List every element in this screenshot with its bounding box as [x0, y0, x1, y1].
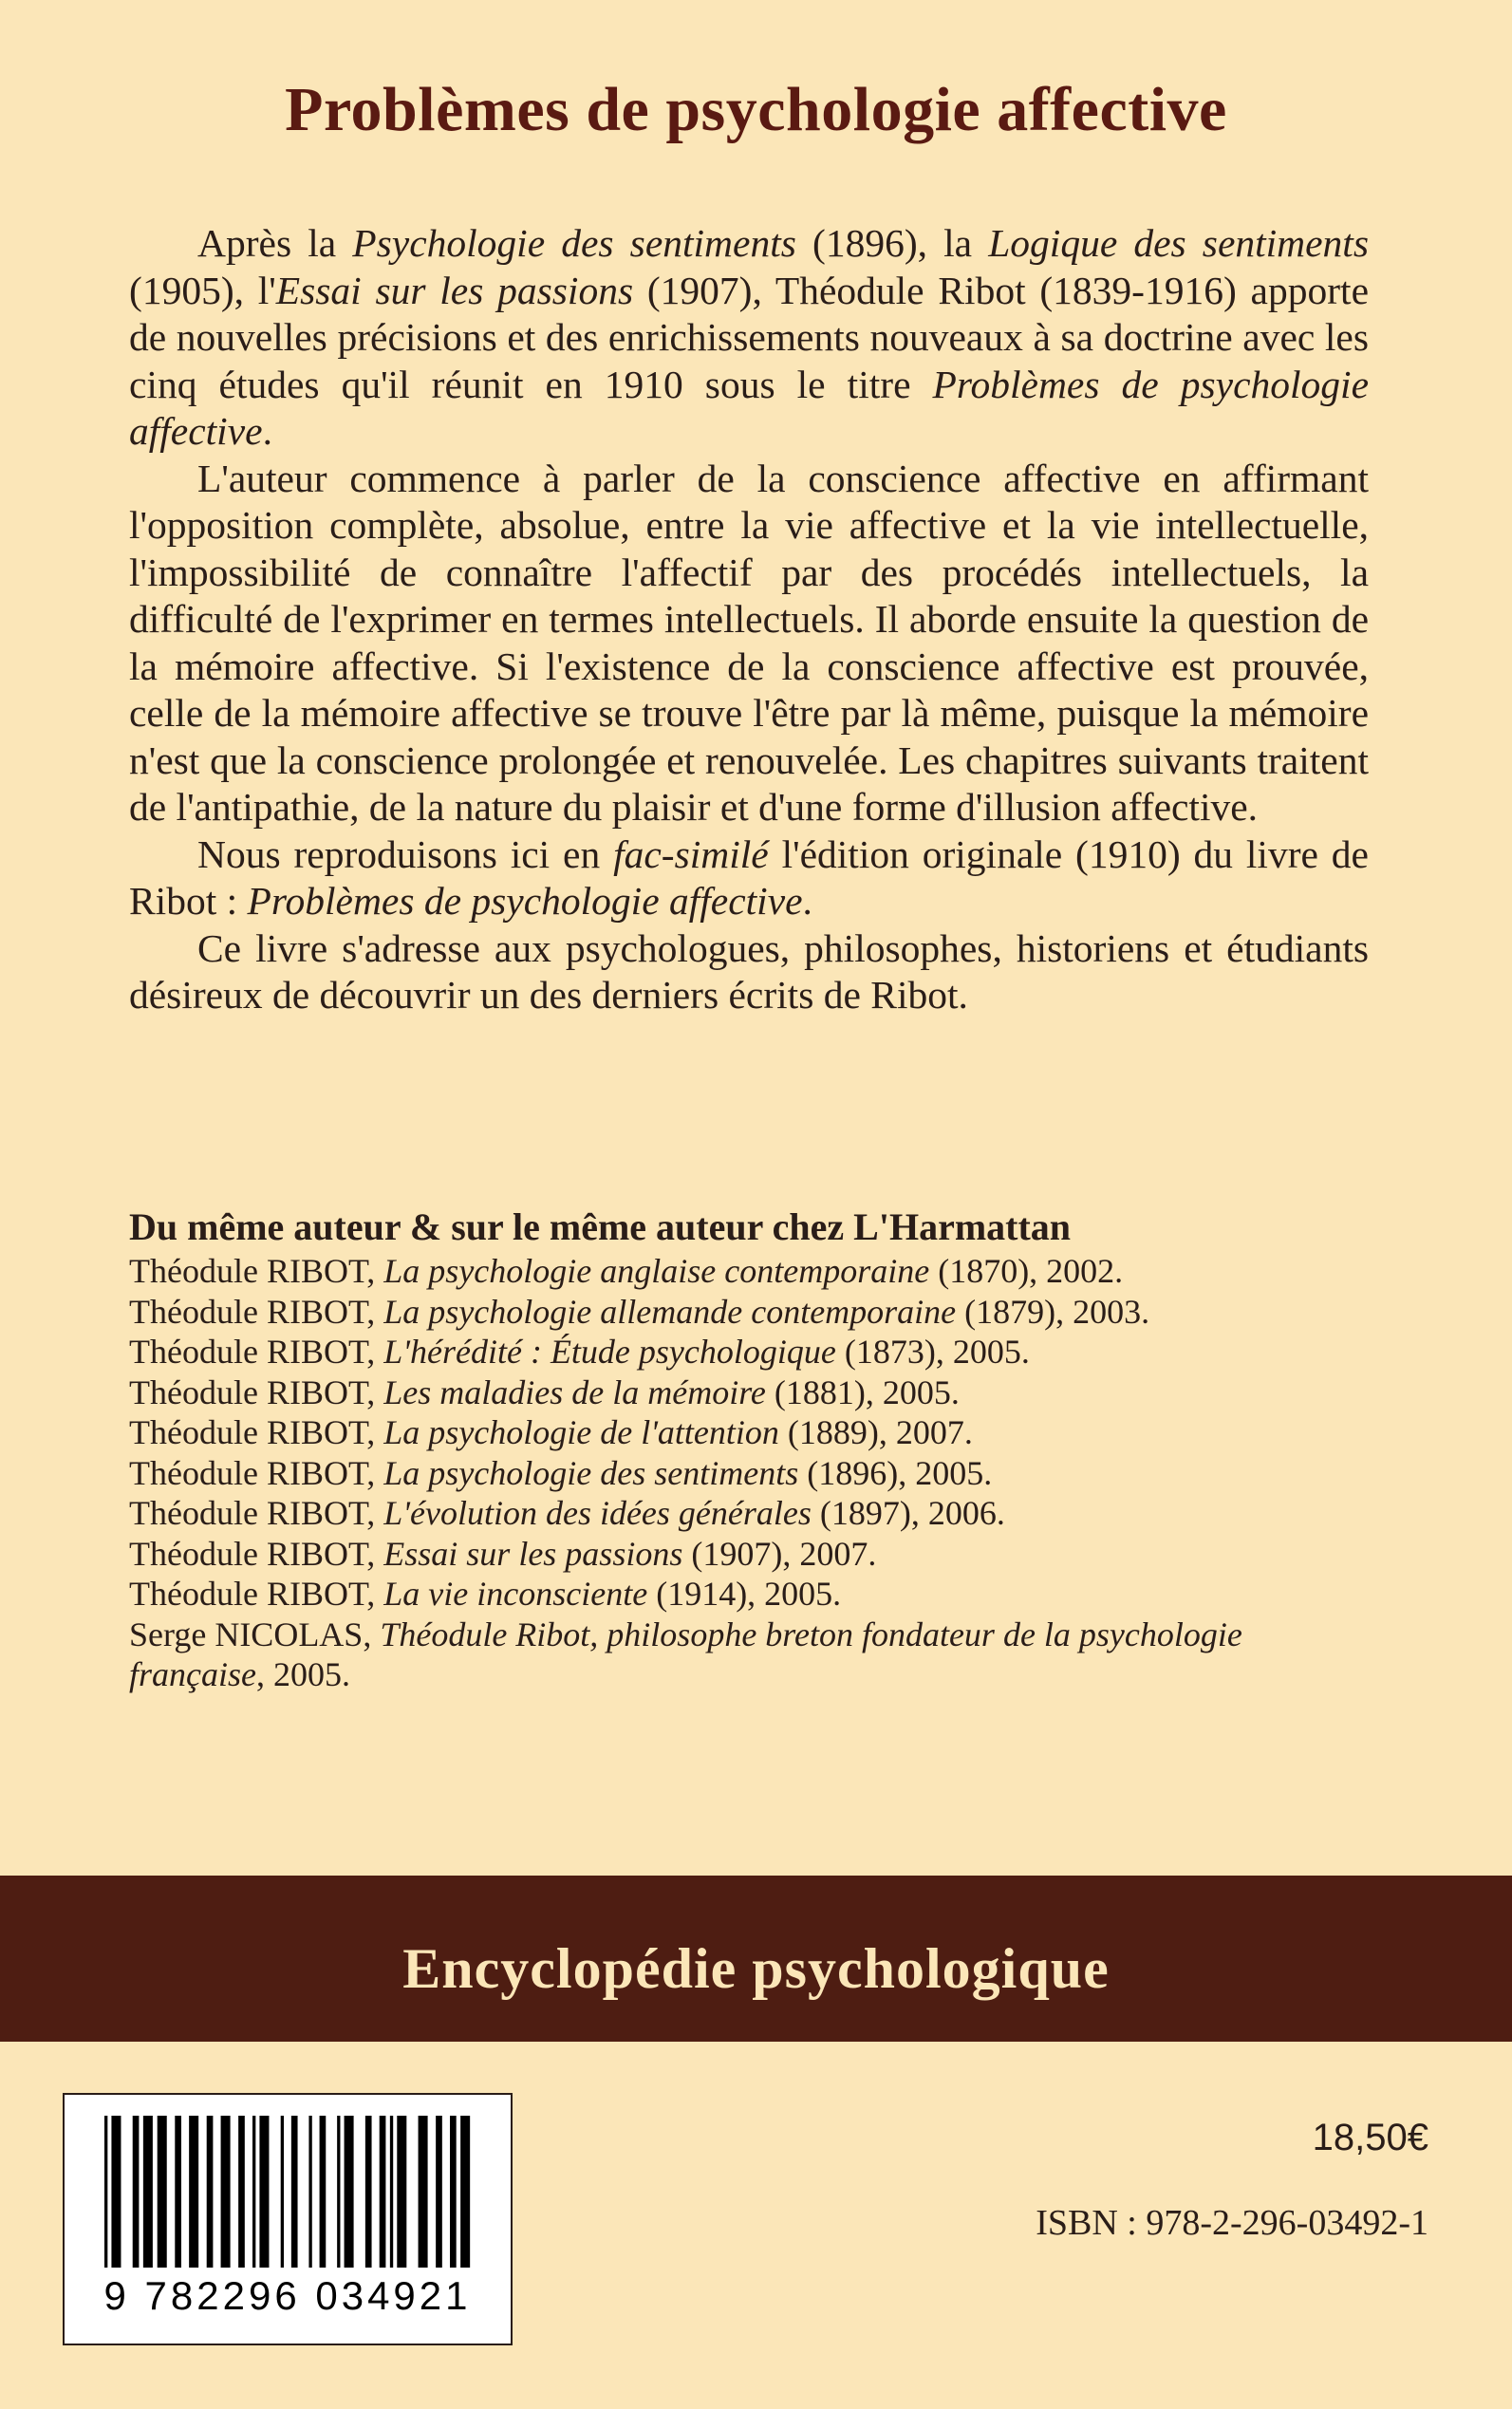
- book-title: Problèmes de psychologie affective: [285, 75, 1227, 144]
- italic-term: fac-similé: [613, 831, 769, 876]
- bibliography-date: (1873), 2005.: [835, 1333, 1030, 1371]
- bibliography-item: [129, 1534, 1382, 1575]
- book-title-ref: Problèmes de psychologie affective: [247, 879, 803, 923]
- book-title-ref: Essai sur les passions: [275, 268, 634, 312]
- summary-paragraph-4: Ce livre s'adresse aux psychologues, philosophes, historiens et étudiants désireux de découvrir un des derniers écrits de Ribot.: [129, 925, 1369, 1017]
- bibliography-title: La psychologie de l'attention: [383, 1413, 779, 1451]
- bibliography-title: La psychologie anglaise contemporaine: [383, 1252, 930, 1290]
- barcode-bar: [450, 2116, 457, 2268]
- bibliography-author: Théodule RIBOT,: [129, 1575, 384, 1613]
- bibliography-item: [129, 1412, 1382, 1453]
- barcode-bar: [281, 2116, 284, 2268]
- text-run: (1907), Théodule Ribot (1839-1916) apporte de nouvelles précisions et des enrichissements nouveaux à sa doctrine avec les cinq études qu'il réunit en 1910 sous le titre: [129, 268, 1369, 406]
- book-title-ref: Logique des sentiments: [988, 221, 1369, 265]
- bibliography-author: Théodule RIBOT,: [129, 1413, 384, 1451]
- bibliography-date: (1907), 2007.: [682, 1534, 877, 1573]
- bibliography-title: Théodule Ribot, philosophe breton fondateur de la psychologie française: [129, 1615, 1242, 1693]
- bibliography-date: (1879), 2003.: [956, 1292, 1150, 1331]
- text-run: (1905), l': [129, 268, 276, 312]
- barcode: [63, 2093, 513, 2345]
- bibliography-item: [129, 1292, 1382, 1333]
- barcode-bar: [291, 2116, 298, 2268]
- barcode-bar: [143, 2116, 153, 2268]
- book-title-ref: Psychologie des sentiments: [352, 221, 796, 265]
- summary-paragraph-2: L'auteur commence à parler de la conscience affective en affirmant l'opposition complète, absolue, entre la vie affective et la vie intellectuelle, l'impossibilité de connaître l'affectif par des procédés intellectuels, la difficulté de l'exprimer en termes intellectuels. Il aborde ensuite la question de la mémoire affective. Si l'existence de la conscience affective est prouvée, celle de la mémoire affective se trouve l'être par là même, puisque la mémoire n'est que la conscience prolongée et renouvelée. Les chapitres suivants traitent de l'antipathie, de la nature du plaisir et d'une forme d'illusion affective.: [129, 456, 1369, 829]
- barcode-bar: [238, 2116, 245, 2268]
- back-cover-summary: [129, 220, 1369, 1019]
- barcode-bar: [390, 2116, 393, 2268]
- barcode-bar: [320, 2116, 327, 2268]
- bibliography-author: Théodule RIBOT,: [129, 1333, 384, 1371]
- bibliography-list: [129, 1251, 1382, 1695]
- bibliography-date: , 2005.: [255, 1655, 350, 1693]
- barcode-bar: [460, 2116, 470, 2268]
- bibliography-date: (1896), 2005.: [798, 1453, 993, 1492]
- summary-paragraph-1: [129, 220, 1369, 456]
- barcode-bar: [189, 2116, 198, 2268]
- bibliography-item: [129, 1373, 1382, 1413]
- bibliography-title: Les maladies de la mémoire: [383, 1373, 766, 1411]
- summary-paragraph-3: [129, 831, 1369, 925]
- bibliography-date: (1881), 2005.: [765, 1373, 960, 1411]
- barcode-bar: [337, 2116, 340, 2268]
- bibliography-author: Théodule RIBOT,: [129, 1373, 384, 1411]
- bibliography-author: Théodule RIBOT,: [129, 1252, 384, 1290]
- barcode-bar: [380, 2116, 386, 2268]
- barcode-bar: [111, 2116, 121, 2268]
- text-run: .: [262, 409, 272, 453]
- bibliography: [129, 1205, 1382, 1695]
- bibliography-title: L'évolution des idées générales: [383, 1494, 812, 1532]
- bibliography-author: Théodule RIBOT,: [129, 1534, 384, 1573]
- bibliography-title: Essai sur les passions: [383, 1534, 683, 1573]
- bibliography-date: (1897), 2006.: [811, 1494, 1005, 1532]
- bibliography-title: La vie inconsciente: [383, 1575, 648, 1613]
- barcode-bar: [158, 2116, 167, 2268]
- bibliography-author: Théodule RIBOT,: [129, 1292, 384, 1331]
- bibliography-title: La psychologie des sentiments: [383, 1453, 799, 1492]
- bibliography-item: [129, 1493, 1382, 1534]
- barcode-bar: [207, 2116, 214, 2268]
- barcode-bar: [308, 2116, 311, 2268]
- bibliography-author: Théodule RIBOT,: [129, 1494, 384, 1532]
- bibliography-author: Serge NICOLAS,: [129, 1615, 381, 1653]
- bibliography-title: La psychologie allemande contemporaine: [383, 1292, 957, 1331]
- bibliography-date: (1870), 2002.: [929, 1252, 1124, 1290]
- text-run: .: [802, 879, 812, 923]
- barcode-bar: [252, 2116, 255, 2268]
- barcode-bar: [436, 2116, 442, 2268]
- bibliography-author: Théodule RIBOT,: [129, 1453, 384, 1492]
- bibliography-date: (1889), 2007.: [778, 1413, 973, 1451]
- book-title-ref: Problèmes de psychologie affective: [129, 362, 1369, 453]
- text-run: Après la: [197, 221, 353, 265]
- barcode-digits: 9 782296 034921: [103, 2273, 472, 2318]
- bibliography-item: [129, 1574, 1382, 1615]
- isbn: ISBN : 978-2-296-03492-1: [1036, 2203, 1428, 2243]
- barcode-bar: [397, 2116, 406, 2268]
- barcode-bar: [365, 2116, 372, 2268]
- bibliography-item: [129, 1615, 1382, 1695]
- barcode-bar: [104, 2116, 107, 2268]
- price: 18,50€: [1312, 2117, 1428, 2158]
- barcode-bar: [133, 2116, 140, 2268]
- bibliography-item: [129, 1251, 1382, 1292]
- barcode-bar: [419, 2116, 428, 2268]
- bibliography-item: [129, 1332, 1382, 1373]
- barcode-bar: [259, 2116, 269, 2268]
- bibliography-item: [129, 1453, 1382, 1494]
- barcode-bar: [221, 2116, 231, 2268]
- bibliography-date: (1914), 2005.: [647, 1575, 842, 1613]
- barcode-bar: [345, 2116, 354, 2268]
- text-run: Nous reproduisons ici en: [197, 831, 614, 876]
- text-run: l'édition originale (1910) du livre de Ribot :: [129, 831, 1369, 923]
- barcode-bar: [175, 2116, 181, 2268]
- collection-name: Encyclopédie psychologique: [402, 1937, 1110, 2000]
- bibliography-heading: Du même auteur & sur le même auteur chez L'Harmattan: [129, 1205, 1072, 1248]
- barcode-bars: [65, 2095, 511, 2275]
- text-run: (1896), la: [795, 221, 989, 265]
- bibliography-title: L'hérédité : Étude psychologique: [383, 1333, 836, 1371]
